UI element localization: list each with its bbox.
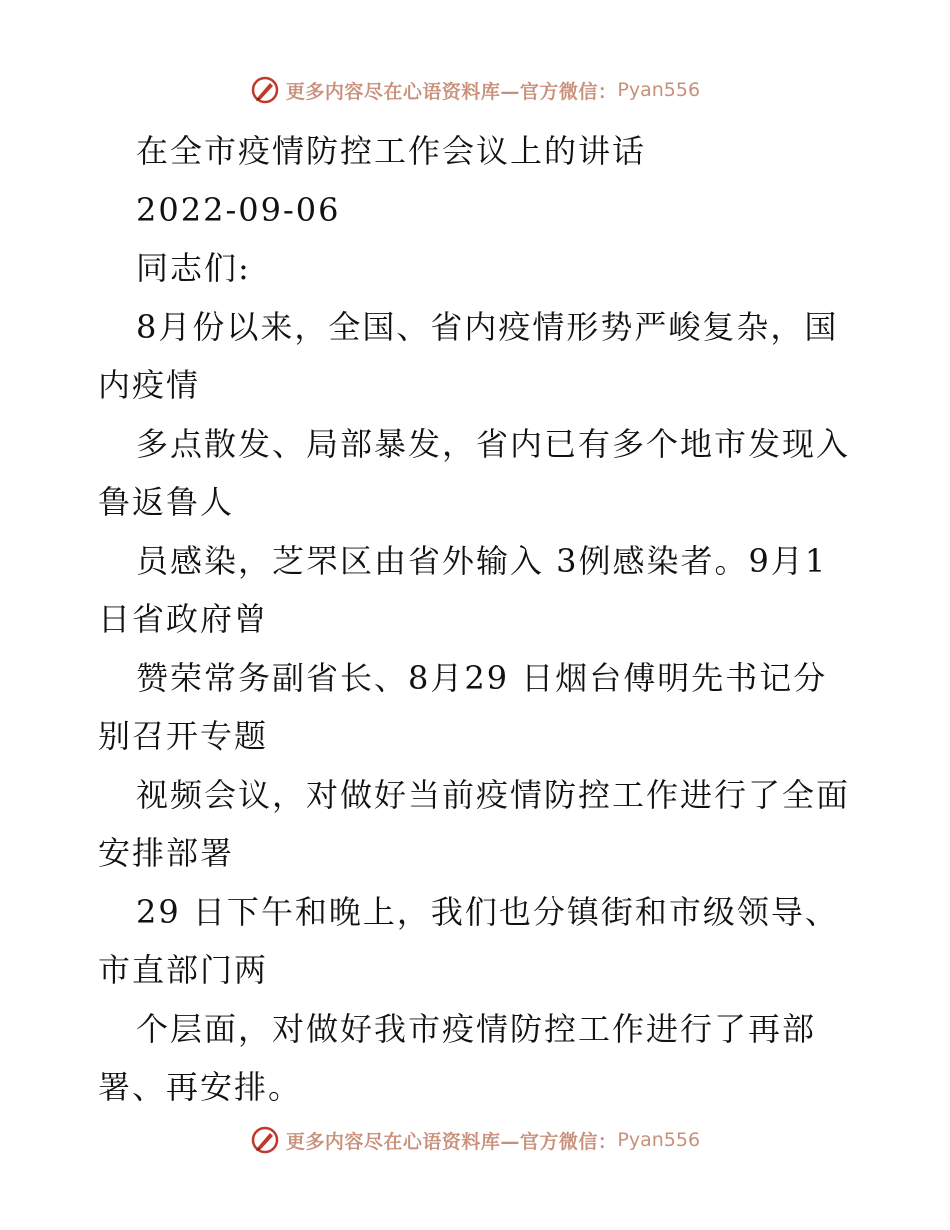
pen-logo-icon [250,75,280,105]
header-banner [0,70,950,110]
document-title: 在全市疫情防控工作会议上的讲话 [136,132,647,170]
salutation: 同志们: [136,249,251,287]
text-line: 多点散发、局部暴发，省内已有多个地市发现入 [136,424,851,463]
text-line: 29 日下午和晚上，我们也分镇街和市级领导、 [136,892,839,931]
text-line: 安排部署 [98,834,235,872]
document-body [98,122,858,1117]
text-line: 日省政府曾 [98,600,269,638]
text-line: 别召开专题 [98,717,269,755]
text-line: 鲁返鲁人 [98,483,235,521]
text-line: 8月份以来，全国、省内疫情形势严峻复杂，国 [136,307,839,346]
text-line: 内疫情 [98,366,201,404]
banner-text: 更多内容尽在心语资料库—官方微信： [285,80,618,103]
footer-banner [0,1120,950,1160]
text-line: 员感染，芝罘区由省外输入 3例感染者。9月1 [136,541,828,580]
text-line: 市直部门两 [98,951,269,989]
text-line: 赞荣常务副省长、8月29 日烟台傅明先书记分 [136,658,828,697]
pen-logo-icon [250,1125,280,1155]
text-line: 视频会议，对做好当前疫情防控工作进行了全面 [136,775,851,814]
banner-wechat-id: Pyan556 [617,1129,701,1151]
banner-wechat-id: Pyan556 [617,79,701,101]
document-date: 2022-09-06 [136,190,341,229]
text-line: 个层面，对做好我市疫情防控工作进行了再部 [136,1009,817,1048]
banner-text: 更多内容尽在心语资料库—官方微信： [285,1130,618,1153]
text-line: 署、再安排。 [98,1068,303,1106]
